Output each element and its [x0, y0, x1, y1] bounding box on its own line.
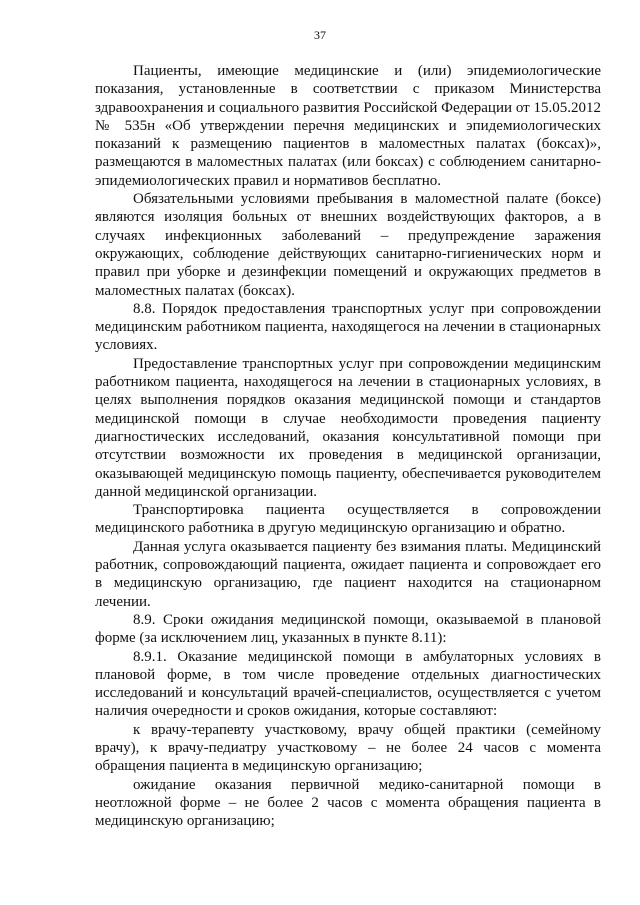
- paragraph-8-8-heading: 8.8. Порядок предоставления транспортных услуг при сопровождении медицинским работником пациента, находящегося на лечении в стационарных условиях.: [95, 300, 601, 354]
- paragraph-service-free-of-charge: Данная услуга оказывается пациенту без взимания платы. Медицинский работник, сопровождающий пациента, ожидает пациента и сопровождает его в медицинскую организацию, где пациент находится на стационарном лечении.: [95, 538, 601, 610]
- paragraph-small-ward-conditions: Обязательными условиями пребывания в маломестной палате (боксе) являются изоляция больных от внешних воздействующих факторов, а в случаях инфекционных заболеваний – предупреждение заражения окружающих, соблюдение действующих санитарно-гигиенических норм и правил при уборке и дезинфекции помещений и окружающих предметов в маломестных палатах (боксах).: [95, 191, 601, 299]
- document-body: [95, 62, 601, 830]
- paragraph-transport-accompaniment: Транспортировка пациента осуществляется в сопровождении медицинского работника в другую медицинскую организацию и обратно.: [95, 502, 601, 537]
- paragraph-8-9-heading: 8.9. Сроки ожидания медицинской помощи, оказываемой в плановой форме (за исключением лиц, указанных в пункте 8.11):: [95, 611, 601, 647]
- paragraph-small-ward-placement: Пациенты, имеющие медицинские и (или) эпидемиологические показания, установленные в соответствии с приказом Министерства здравоохранения и социального развития Российской Федерации от 15.05.2012 № 535н «Об утверждении перечня медицинских и эпидемиологических показаний к размещению пациентов в маломестных палатах (боксах)», размещаются в маломестных палатах (или боксах) с соблюдением санитарно-эпидемиологических правил и нормативов бесплатно.: [95, 63, 601, 189]
- paragraph-therapist-waiting-time: к врачу-терапевту участковому, врачу общей практики (семейному врачу), к врачу-педиатру участковому – не более 24 часов с момента обращения пациента в медицинскую организацию;: [95, 721, 601, 775]
- paragraph-urgent-care-waiting-time: ожидание оказания первичной медико-санитарной помощи в неотложной форме – не более 2 часов с момента обращения пациента в медицинскую организацию;: [95, 776, 601, 830]
- paragraph-transport-provision: Предоставление транспортных услуг при сопровождении медицинским работником пациента, находящегося на лечении в стационарных условиях, в целях выполнения порядков оказания медицинской помощи и стандартов медицинской помощи в случае необходимости проведения пациенту диагностических исследований, оказания консультативной помощи при отсутствии возможности их проведения в медицинской организации, оказывающей медицинскую помощь пациенту, обеспечивается руководителем данной медицинской организации.: [95, 355, 601, 500]
- paragraph-8-9-1-outpatient: 8.9.1. Оказание медицинской помощи в амбулаторных условиях в плановой форме, в том числе проведение отдельных диагностических исследований и консультаций врачей-специалистов, осуществляется с учетом наличия очередности и сроков ожидания, которые составляют:: [95, 648, 601, 720]
- page-number: 37: [314, 28, 326, 42]
